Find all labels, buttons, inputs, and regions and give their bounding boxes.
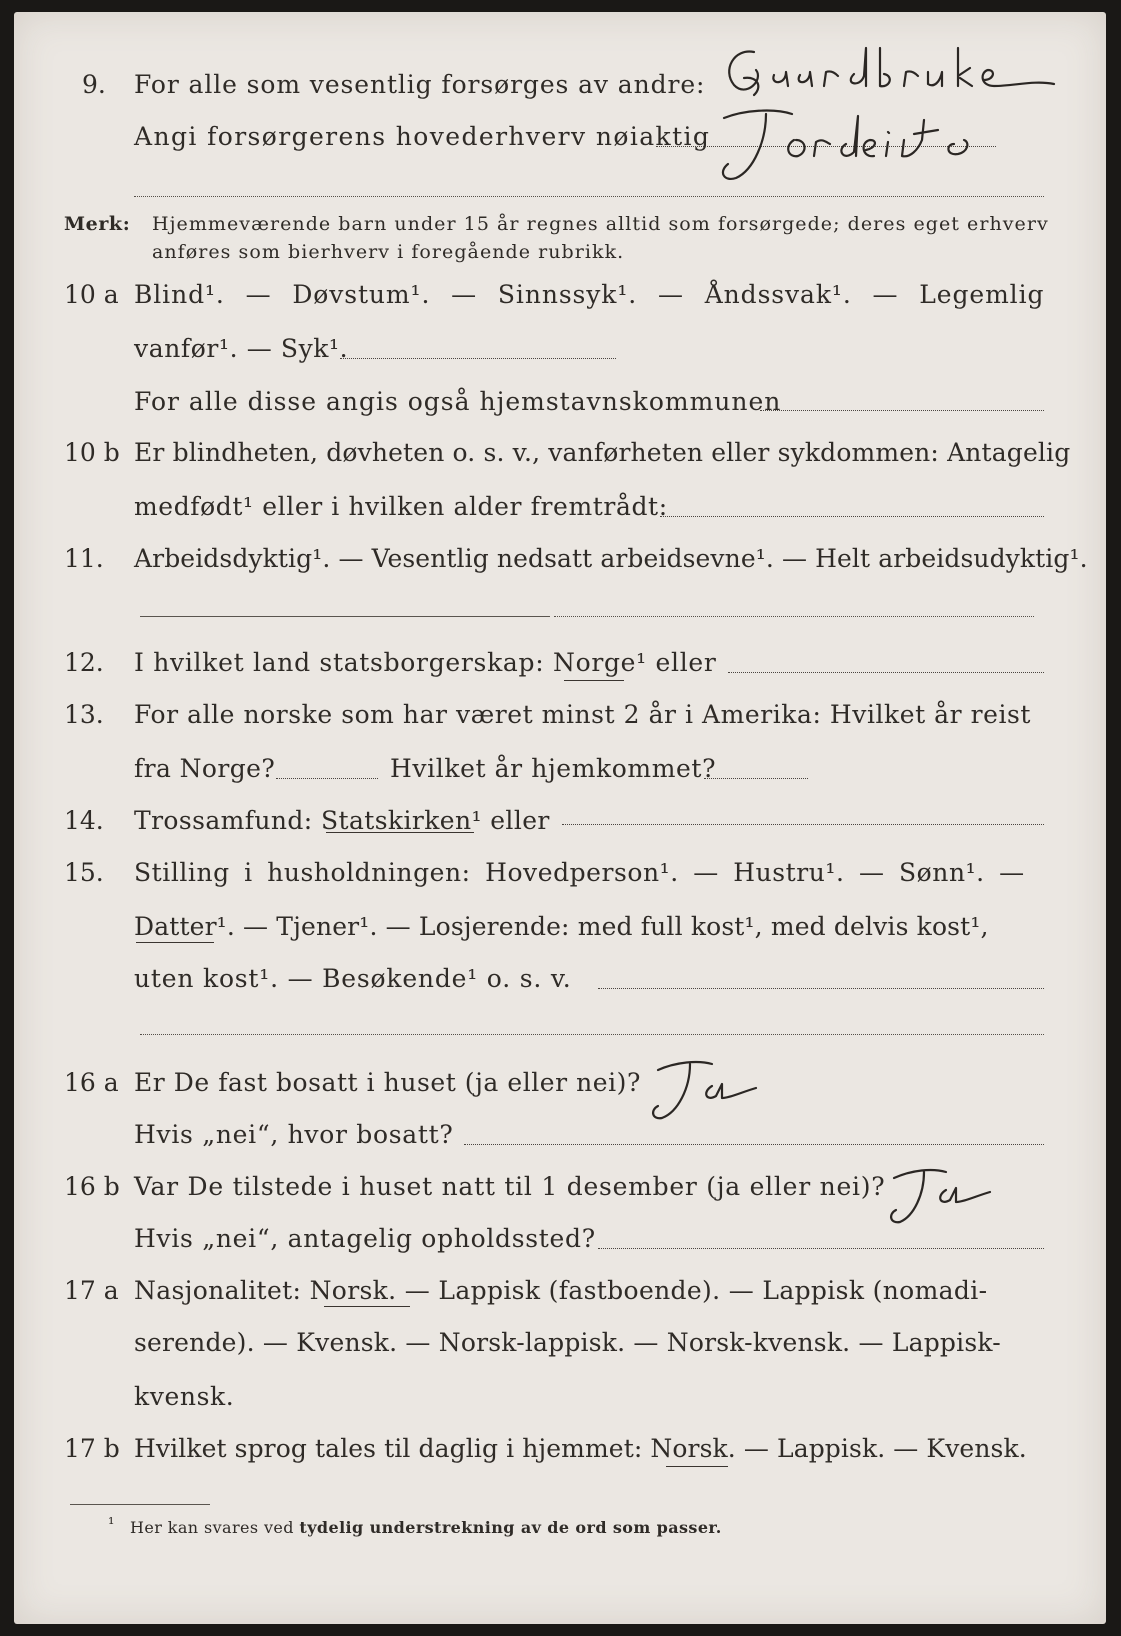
- q10a-text-line3: For alle disse angis også hjemstavnskommunen: [134, 387, 782, 416]
- q15-text-line1: Stilling i husholdningen: Hovedperson¹. — Hustru¹. — Sønn¹. —: [134, 858, 1025, 887]
- q10b-text-line2: medfødt¹ eller i hvilken alder fremtrådt:: [134, 492, 668, 521]
- q10a-text-line2: vanfør¹. — Syk¹.: [134, 334, 349, 363]
- census-form-page: [14, 12, 1106, 1624]
- q17b-text: Hvilket sprog tales til daglig i hjemmet: Norsk. — Lappisk. — Kvensk.: [134, 1434, 1027, 1463]
- q16b-answer-line: [598, 1248, 1044, 1249]
- q10a-kommune-answer-line: [760, 410, 1044, 411]
- q17a-text-line3: kvensk.: [134, 1382, 235, 1411]
- q15-answer-line: [598, 988, 1044, 989]
- q15-text-line3: uten kost¹. — Besøkende¹ o. s. v.: [134, 964, 572, 993]
- q16a-handwriting-ja: [646, 1052, 766, 1122]
- q13-hjemkommet-answer-line: [704, 778, 808, 779]
- q14-statskirken-underline: [326, 832, 474, 833]
- q11-text: Arbeidsdyktig¹. — Vesentlig nedsatt arbeidsevne¹. — Helt arbeidsudyktig¹.: [134, 544, 1088, 573]
- merk-text-line2: anføres som bierhverv i foregående rubrikk.: [152, 241, 625, 263]
- item-number-13: 13.: [64, 700, 104, 729]
- q14-text: Trossamfund: Statskirken¹ eller: [134, 806, 550, 835]
- q15-datter-underline: [136, 942, 214, 943]
- q9-text-line2: Angi forsørgerens hovederhverv nøiaktig: [134, 122, 711, 151]
- item-number-12: 12.: [64, 648, 104, 677]
- item-number-11: 11.: [64, 544, 104, 573]
- q10a-text-line1: Blind¹. — Døvstum¹. — Sinnssyk¹. — Åndssvak¹. — Legemlig: [134, 280, 1045, 309]
- q16a-answer-line: [464, 1144, 1044, 1145]
- q9-handwriting-jordeiere: [714, 100, 1004, 190]
- q9-text-line1: For alle som vesentlig forsørges av andre:: [134, 70, 706, 99]
- item-number-10a: 10 a: [64, 280, 119, 309]
- q15-text-line2: Datter¹. — Tjener¹. — Losjerende: med full kost¹, med delvis kost¹,: [134, 912, 989, 941]
- q16b-text-line1: Var De tilstede i huset natt til 1 desember (ja eller nei)?: [134, 1172, 886, 1201]
- q12-answer-line: [728, 672, 1044, 673]
- item-number-16b: 16 b: [64, 1172, 120, 1201]
- item-number-17b: 17 b: [64, 1434, 120, 1463]
- q16a-text-line2: Hvis „nei“, hvor bosatt?: [134, 1120, 454, 1149]
- item-number-15: 15.: [64, 858, 104, 887]
- q14-answer-line: [562, 824, 1044, 825]
- q13-reist-answer-line: [276, 778, 378, 779]
- q16b-handwriting-ja: [882, 1158, 1002, 1228]
- q17a-text-line1: Nasjonalitet: Norsk. — Lappisk (fastboende). — Lappisk (nomadi-: [134, 1276, 988, 1305]
- q13-text-line1: For alle norske som har været minst 2 år i Amerika: Hvilket år reist: [134, 700, 1032, 729]
- q17a-text-line2: serende). — Kvensk. — Norsk-lappisk. — Norsk-kvensk. — Lappisk-: [134, 1328, 1001, 1357]
- q16a-text-line1: Er De fast bosatt i huset (ja eller nei)?: [134, 1068, 641, 1097]
- item-number-14: 14.: [64, 806, 104, 835]
- separator-rule-3: [140, 1034, 1044, 1035]
- separator-rule-2a: [140, 616, 550, 617]
- item-number-16a: 16 a: [64, 1068, 119, 1097]
- footnote-mark: ¹: [108, 1514, 115, 1533]
- footnote-text-bold: tydelig understrekning av de ord som passer.: [299, 1518, 722, 1537]
- q17b-norsk-underline: [666, 1466, 728, 1467]
- merk-label: Merk:: [64, 213, 131, 235]
- item-number-17a: 17 a: [64, 1276, 119, 1305]
- q16b-text-line2: Hvis „nei“, antagelig opholdssted?: [134, 1224, 596, 1253]
- footnote-text: [130, 1518, 722, 1538]
- item-number-9: 9.: [82, 70, 106, 99]
- footnote-text-plain: Her kan svares ved: [130, 1518, 300, 1537]
- footnote-rule: [70, 1504, 210, 1505]
- q12-text: I hvilket land statsborgerskap: Norge¹ eller: [134, 648, 717, 677]
- q10a-syk-answer-line: [340, 358, 616, 359]
- q10b-text-line1: Er blindheten, døvheten o. s. v., vanførheten eller sykdommen: Antagelig: [134, 438, 1071, 467]
- q13-text-line2a: fra Norge?: [134, 754, 276, 783]
- merk-text-line1: Hjemmeværende barn under 15 år regnes alltid som forsørgede; deres eget erhverv: [152, 213, 1049, 235]
- separator-rule-2b: [554, 616, 1034, 617]
- q12-norge-underline: [564, 680, 624, 681]
- q13-text-line2b: Hvilket år hjemkommet?: [390, 754, 717, 783]
- q17a-norsk-underline: [324, 1306, 410, 1307]
- q10b-answer-line: [660, 516, 1044, 517]
- separator-rule-1: [134, 196, 1044, 197]
- item-number-10b: 10 b: [64, 438, 120, 467]
